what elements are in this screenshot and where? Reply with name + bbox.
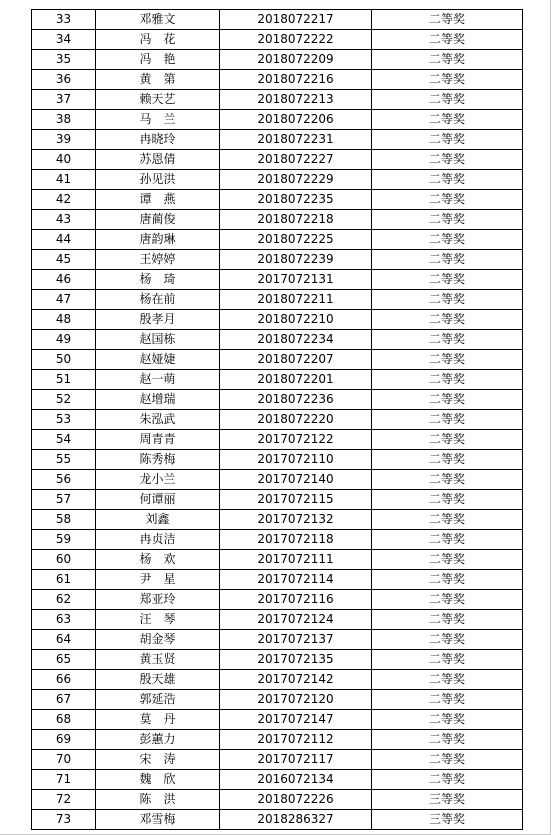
table-row bbox=[32, 710, 523, 730]
student-id-cell: 2018072231 bbox=[220, 130, 372, 150]
student-name-cell: 郭延浩 bbox=[96, 690, 220, 710]
award-level-cell: 二等奖 bbox=[372, 670, 523, 690]
student-id-cell: 2017072115 bbox=[220, 490, 372, 510]
student-id-cell: 2018072216 bbox=[220, 70, 372, 90]
row-number-cell: 39 bbox=[32, 130, 96, 150]
student-name-cell: 赵娅婕 bbox=[96, 350, 220, 370]
table-row bbox=[32, 430, 523, 450]
student-id-cell: 2017072118 bbox=[220, 530, 372, 550]
table-row bbox=[32, 610, 523, 630]
row-number-cell: 61 bbox=[32, 570, 96, 590]
table-row bbox=[32, 670, 523, 690]
student-id-cell: 2017072147 bbox=[220, 710, 372, 730]
student-id-cell: 2017072135 bbox=[220, 650, 372, 670]
table-row bbox=[32, 290, 523, 310]
student-name-cell: 冯 艳 bbox=[96, 50, 220, 70]
student-name-cell: 莫 丹 bbox=[96, 710, 220, 730]
table-row bbox=[32, 230, 523, 250]
table-row bbox=[32, 330, 523, 350]
table-row bbox=[32, 210, 523, 230]
student-id-cell: 2018072235 bbox=[220, 190, 372, 210]
student-id-cell: 2018072226 bbox=[220, 790, 372, 810]
award-level-cell: 二等奖 bbox=[372, 30, 523, 50]
row-number-cell: 47 bbox=[32, 290, 96, 310]
student-name-cell: 黄玉贤 bbox=[96, 650, 220, 670]
student-id-cell: 2018072220 bbox=[220, 410, 372, 430]
student-id-cell: 2018072207 bbox=[220, 350, 372, 370]
student-name-cell: 殷孝月 bbox=[96, 310, 220, 330]
student-name-cell: 赵一萌 bbox=[96, 370, 220, 390]
award-level-cell: 二等奖 bbox=[372, 330, 523, 350]
student-name-cell: 郑亚玲 bbox=[96, 590, 220, 610]
student-name-cell: 魏 欣 bbox=[96, 770, 220, 790]
award-table bbox=[31, 9, 523, 830]
award-level-cell: 二等奖 bbox=[372, 490, 523, 510]
table-row bbox=[32, 370, 523, 390]
student-id-cell: 2018072239 bbox=[220, 250, 372, 270]
award-level-cell: 二等奖 bbox=[372, 470, 523, 490]
student-name-cell: 尹 星 bbox=[96, 570, 220, 590]
award-table-body bbox=[32, 10, 523, 830]
student-id-cell: 2018072213 bbox=[220, 90, 372, 110]
table-row bbox=[32, 510, 523, 530]
student-name-cell: 朱泓武 bbox=[96, 410, 220, 430]
table-row bbox=[32, 470, 523, 490]
award-level-cell: 三等奖 bbox=[372, 810, 523, 830]
row-number-cell: 46 bbox=[32, 270, 96, 290]
student-name-cell: 冯 花 bbox=[96, 30, 220, 50]
table-row bbox=[32, 810, 523, 830]
student-id-cell: 2018072225 bbox=[220, 230, 372, 250]
student-name-cell: 周青青 bbox=[96, 430, 220, 450]
table-row bbox=[32, 130, 523, 150]
row-number-cell: 42 bbox=[32, 190, 96, 210]
row-number-cell: 51 bbox=[32, 370, 96, 390]
student-name-cell: 宋 涛 bbox=[96, 750, 220, 770]
student-id-cell: 2017072132 bbox=[220, 510, 372, 530]
student-id-cell: 2017072122 bbox=[220, 430, 372, 450]
student-name-cell: 苏恩倩 bbox=[96, 150, 220, 170]
student-name-cell: 杨在前 bbox=[96, 290, 220, 310]
row-number-cell: 70 bbox=[32, 750, 96, 770]
row-number-cell: 63 bbox=[32, 610, 96, 630]
student-name-cell: 杨 琦 bbox=[96, 270, 220, 290]
student-name-cell: 胡金琴 bbox=[96, 630, 220, 650]
table-row bbox=[32, 170, 523, 190]
award-level-cell: 二等奖 bbox=[372, 50, 523, 70]
award-level-cell: 二等奖 bbox=[372, 70, 523, 90]
award-level-cell: 二等奖 bbox=[372, 370, 523, 390]
row-number-cell: 35 bbox=[32, 50, 96, 70]
student-name-cell: 杨 欢 bbox=[96, 550, 220, 570]
student-id-cell: 2018072201 bbox=[220, 370, 372, 390]
student-id-cell: 2018072229 bbox=[220, 170, 372, 190]
award-level-cell: 二等奖 bbox=[372, 410, 523, 430]
student-id-cell: 2017072111 bbox=[220, 550, 372, 570]
table-row bbox=[32, 450, 523, 470]
student-id-cell: 2017072110 bbox=[220, 450, 372, 470]
row-number-cell: 55 bbox=[32, 450, 96, 470]
table-row bbox=[32, 10, 523, 30]
award-level-cell: 二等奖 bbox=[372, 570, 523, 590]
student-name-cell: 陈 洪 bbox=[96, 790, 220, 810]
table-row bbox=[32, 110, 523, 130]
table-row bbox=[32, 70, 523, 90]
table-row bbox=[32, 770, 523, 790]
student-name-cell: 龙小兰 bbox=[96, 470, 220, 490]
row-number-cell: 67 bbox=[32, 690, 96, 710]
row-number-cell: 52 bbox=[32, 390, 96, 410]
row-number-cell: 43 bbox=[32, 210, 96, 230]
student-name-cell: 黄 第 bbox=[96, 70, 220, 90]
award-level-cell: 二等奖 bbox=[372, 90, 523, 110]
student-id-cell: 2017072137 bbox=[220, 630, 372, 650]
student-name-cell: 冉贞洁 bbox=[96, 530, 220, 550]
row-number-cell: 65 bbox=[32, 650, 96, 670]
award-level-cell: 二等奖 bbox=[372, 110, 523, 130]
table-row bbox=[32, 750, 523, 770]
award-level-cell: 二等奖 bbox=[372, 190, 523, 210]
student-name-cell: 殷天雄 bbox=[96, 670, 220, 690]
student-id-cell: 2018072206 bbox=[220, 110, 372, 130]
table-row bbox=[32, 590, 523, 610]
award-level-cell: 二等奖 bbox=[372, 690, 523, 710]
student-name-cell: 邓雅文 bbox=[96, 10, 220, 30]
table-row bbox=[32, 250, 523, 270]
table-row bbox=[32, 390, 523, 410]
table-row bbox=[32, 350, 523, 370]
table-row bbox=[32, 50, 523, 70]
award-level-cell: 二等奖 bbox=[372, 650, 523, 670]
student-id-cell: 2016072134 bbox=[220, 770, 372, 790]
row-number-cell: 34 bbox=[32, 30, 96, 50]
student-name-cell: 汪 琴 bbox=[96, 610, 220, 630]
row-number-cell: 62 bbox=[32, 590, 96, 610]
row-number-cell: 68 bbox=[32, 710, 96, 730]
row-number-cell: 49 bbox=[32, 330, 96, 350]
row-number-cell: 36 bbox=[32, 70, 96, 90]
row-number-cell: 59 bbox=[32, 530, 96, 550]
award-level-cell: 二等奖 bbox=[372, 450, 523, 470]
row-number-cell: 66 bbox=[32, 670, 96, 690]
table-row bbox=[32, 490, 523, 510]
student-id-cell: 2018072234 bbox=[220, 330, 372, 350]
row-number-cell: 48 bbox=[32, 310, 96, 330]
table-row bbox=[32, 530, 523, 550]
row-number-cell: 58 bbox=[32, 510, 96, 530]
row-number-cell: 57 bbox=[32, 490, 96, 510]
student-id-cell: 2018072211 bbox=[220, 290, 372, 310]
award-level-cell: 二等奖 bbox=[372, 130, 523, 150]
table-row bbox=[32, 410, 523, 430]
award-level-cell: 二等奖 bbox=[372, 710, 523, 730]
table-row bbox=[32, 550, 523, 570]
table-row bbox=[32, 630, 523, 650]
student-id-cell: 2018072210 bbox=[220, 310, 372, 330]
award-level-cell: 二等奖 bbox=[372, 770, 523, 790]
table-row bbox=[32, 730, 523, 750]
table-row bbox=[32, 90, 523, 110]
row-number-cell: 33 bbox=[32, 10, 96, 30]
student-name-cell: 唐蔺俊 bbox=[96, 210, 220, 230]
student-name-cell: 刘鑫 bbox=[96, 510, 220, 530]
student-id-cell: 2017072142 bbox=[220, 670, 372, 690]
student-name-cell: 唐韵琳 bbox=[96, 230, 220, 250]
row-number-cell: 60 bbox=[32, 550, 96, 570]
table-row bbox=[32, 150, 523, 170]
table-row bbox=[32, 30, 523, 50]
student-name-cell: 赵国栋 bbox=[96, 330, 220, 350]
student-id-cell: 2017072124 bbox=[220, 610, 372, 630]
row-number-cell: 72 bbox=[32, 790, 96, 810]
student-name-cell: 谭 燕 bbox=[96, 190, 220, 210]
row-number-cell: 71 bbox=[32, 770, 96, 790]
table-row bbox=[32, 570, 523, 590]
award-level-cell: 二等奖 bbox=[372, 550, 523, 570]
student-id-cell: 2018072236 bbox=[220, 390, 372, 410]
student-id-cell: 2018072218 bbox=[220, 210, 372, 230]
student-name-cell: 赵增瑞 bbox=[96, 390, 220, 410]
student-id-cell: 2017072120 bbox=[220, 690, 372, 710]
award-level-cell: 二等奖 bbox=[372, 210, 523, 230]
row-number-cell: 38 bbox=[32, 110, 96, 130]
student-name-cell: 赖天艺 bbox=[96, 90, 220, 110]
award-level-cell: 二等奖 bbox=[372, 230, 523, 250]
row-number-cell: 41 bbox=[32, 170, 96, 190]
student-id-cell: 2017072112 bbox=[220, 730, 372, 750]
award-level-cell: 二等奖 bbox=[372, 630, 523, 650]
student-name-cell: 何谭丽 bbox=[96, 490, 220, 510]
row-number-cell: 44 bbox=[32, 230, 96, 250]
award-level-cell: 二等奖 bbox=[372, 250, 523, 270]
award-level-cell: 二等奖 bbox=[372, 10, 523, 30]
award-level-cell: 二等奖 bbox=[372, 350, 523, 370]
student-id-cell: 2017072117 bbox=[220, 750, 372, 770]
table-row bbox=[32, 690, 523, 710]
award-level-cell: 二等奖 bbox=[372, 270, 523, 290]
table-row bbox=[32, 650, 523, 670]
award-level-cell: 二等奖 bbox=[372, 150, 523, 170]
student-id-cell: 2018286327 bbox=[220, 810, 372, 830]
student-id-cell: 2018072217 bbox=[220, 10, 372, 30]
row-number-cell: 64 bbox=[32, 630, 96, 650]
student-id-cell: 2017072131 bbox=[220, 270, 372, 290]
award-level-cell: 二等奖 bbox=[372, 310, 523, 330]
row-number-cell: 45 bbox=[32, 250, 96, 270]
student-name-cell: 冉晓玲 bbox=[96, 130, 220, 150]
student-id-cell: 2017072116 bbox=[220, 590, 372, 610]
row-number-cell: 37 bbox=[32, 90, 96, 110]
student-id-cell: 2018072222 bbox=[220, 30, 372, 50]
row-number-cell: 53 bbox=[32, 410, 96, 430]
award-level-cell: 二等奖 bbox=[372, 510, 523, 530]
award-level-cell: 二等奖 bbox=[372, 610, 523, 630]
student-name-cell: 马 兰 bbox=[96, 110, 220, 130]
award-level-cell: 二等奖 bbox=[372, 170, 523, 190]
table-row bbox=[32, 790, 523, 810]
row-number-cell: 69 bbox=[32, 730, 96, 750]
student-id-cell: 2018072209 bbox=[220, 50, 372, 70]
student-name-cell: 邓雪梅 bbox=[96, 810, 220, 830]
award-level-cell: 三等奖 bbox=[372, 790, 523, 810]
award-level-cell: 二等奖 bbox=[372, 590, 523, 610]
row-number-cell: 54 bbox=[32, 430, 96, 450]
student-name-cell: 王婷婷 bbox=[96, 250, 220, 270]
table-row bbox=[32, 190, 523, 210]
student-name-cell: 陈秀梅 bbox=[96, 450, 220, 470]
student-name-cell: 孙见洪 bbox=[96, 170, 220, 190]
row-number-cell: 56 bbox=[32, 470, 96, 490]
row-number-cell: 40 bbox=[32, 150, 96, 170]
row-number-cell: 50 bbox=[32, 350, 96, 370]
table-row bbox=[32, 310, 523, 330]
award-level-cell: 二等奖 bbox=[372, 430, 523, 450]
award-level-cell: 二等奖 bbox=[372, 750, 523, 770]
student-id-cell: 2017072114 bbox=[220, 570, 372, 590]
award-level-cell: 二等奖 bbox=[372, 390, 523, 410]
table-row bbox=[32, 270, 523, 290]
student-id-cell: 2017072140 bbox=[220, 470, 372, 490]
student-name-cell: 彭蕙力 bbox=[96, 730, 220, 750]
award-level-cell: 二等奖 bbox=[372, 730, 523, 750]
award-level-cell: 二等奖 bbox=[372, 530, 523, 550]
student-id-cell: 2018072227 bbox=[220, 150, 372, 170]
award-level-cell: 二等奖 bbox=[372, 290, 523, 310]
row-number-cell: 73 bbox=[32, 810, 96, 830]
